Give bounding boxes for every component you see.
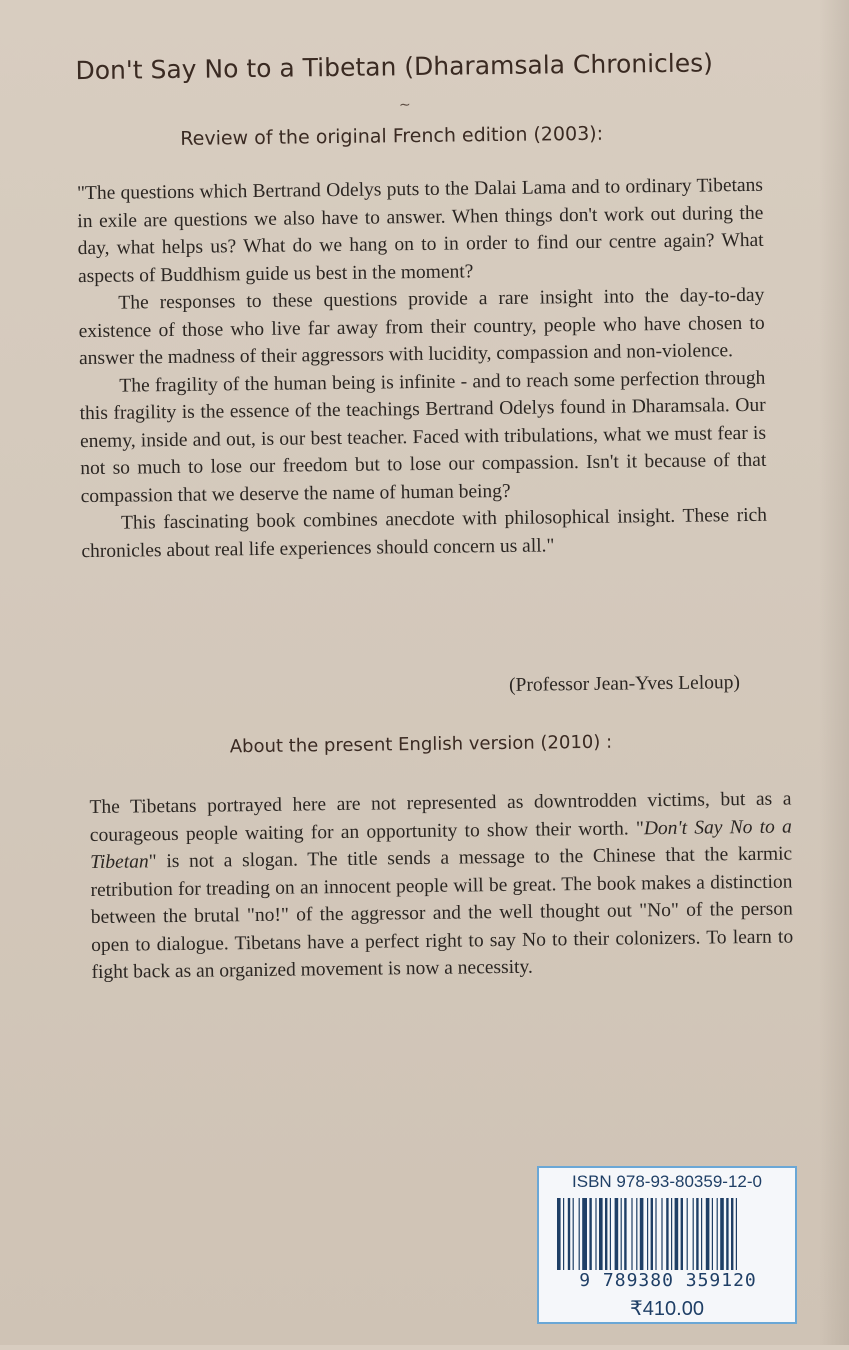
review-paragraph: The fragility of the human being is infinite - and to reach some perfection through this fragility is the essence of the teachings Bertrand Odelys found in Dharamsala. Our enemy, inside and out, is our best teacher. Faced with tribulations, what we must fear is not so much to lose our freedom but to lose our compassion. Isn't it because of that compassion that we deserve the name of human being? [79, 367, 767, 507]
review-paragraph: The responses to these questions provide a rare insight into the day-to-day existence of those who live far away from their country, people who have chosen to answer the madness of their aggressors with lucidity, compassion and non-violence. [78, 284, 765, 370]
review-heading: Review of the original French edition (2003): [180, 122, 604, 150]
page-edge-shadow [819, 0, 849, 1345]
about-text [89, 785, 793, 986]
about-text-part: " is not a slogan. The title sends a message to the Chinese that the karmic retribution for treading on an innocent people will be great. The book makes a distinction between the brutal "no!" of the aggressor and the well thought out "No" of the person open to dialogue. Tibetans have a perfect right to say No to their colonizers. To learn to fight back as an organized movement is now a necessity. [90, 843, 794, 984]
ornament: ~ [398, 97, 411, 114]
price-label: ₹410.00 [630, 1298, 704, 1320]
barcode-sticker [537, 1166, 797, 1324]
review-attribution: (Professor Jean-Yves Leloup) [508, 672, 741, 696]
review-paragraph: This fascinating book combines anecdote with philosophical insight. These rich chronicles about real life experiences should concern us all." [81, 504, 768, 562]
review-paragraph: "The questions which Bertrand Odelys puts to the Dalai Lama and to ordinary Tibetans in exile are questions we also have to answer. When things don't work out during the day, what helps us? What do we hang on to in order to find our centre again? What aspects of Buddhism guide us best in the moment? [76, 174, 764, 287]
book-title: Don't Say No to a Tibetan (Dharamsala Chronicles) [75, 48, 714, 86]
barcode-digits: 9 789380 359120 [549, 1270, 787, 1291]
review-text [77, 172, 768, 565]
about-text-part: The Tibetans portrayed here are not represented as downtrodden victims, but as a courageous people waiting for an opportunity to show their worth. " [89, 788, 792, 846]
isbn-number: ISBN 978-93-80359-12-0 [572, 1172, 762, 1191]
about-italic-title: Don't Say No to a Tibetan [90, 815, 792, 874]
about-heading: About the present English version (2010) : [229, 731, 613, 758]
